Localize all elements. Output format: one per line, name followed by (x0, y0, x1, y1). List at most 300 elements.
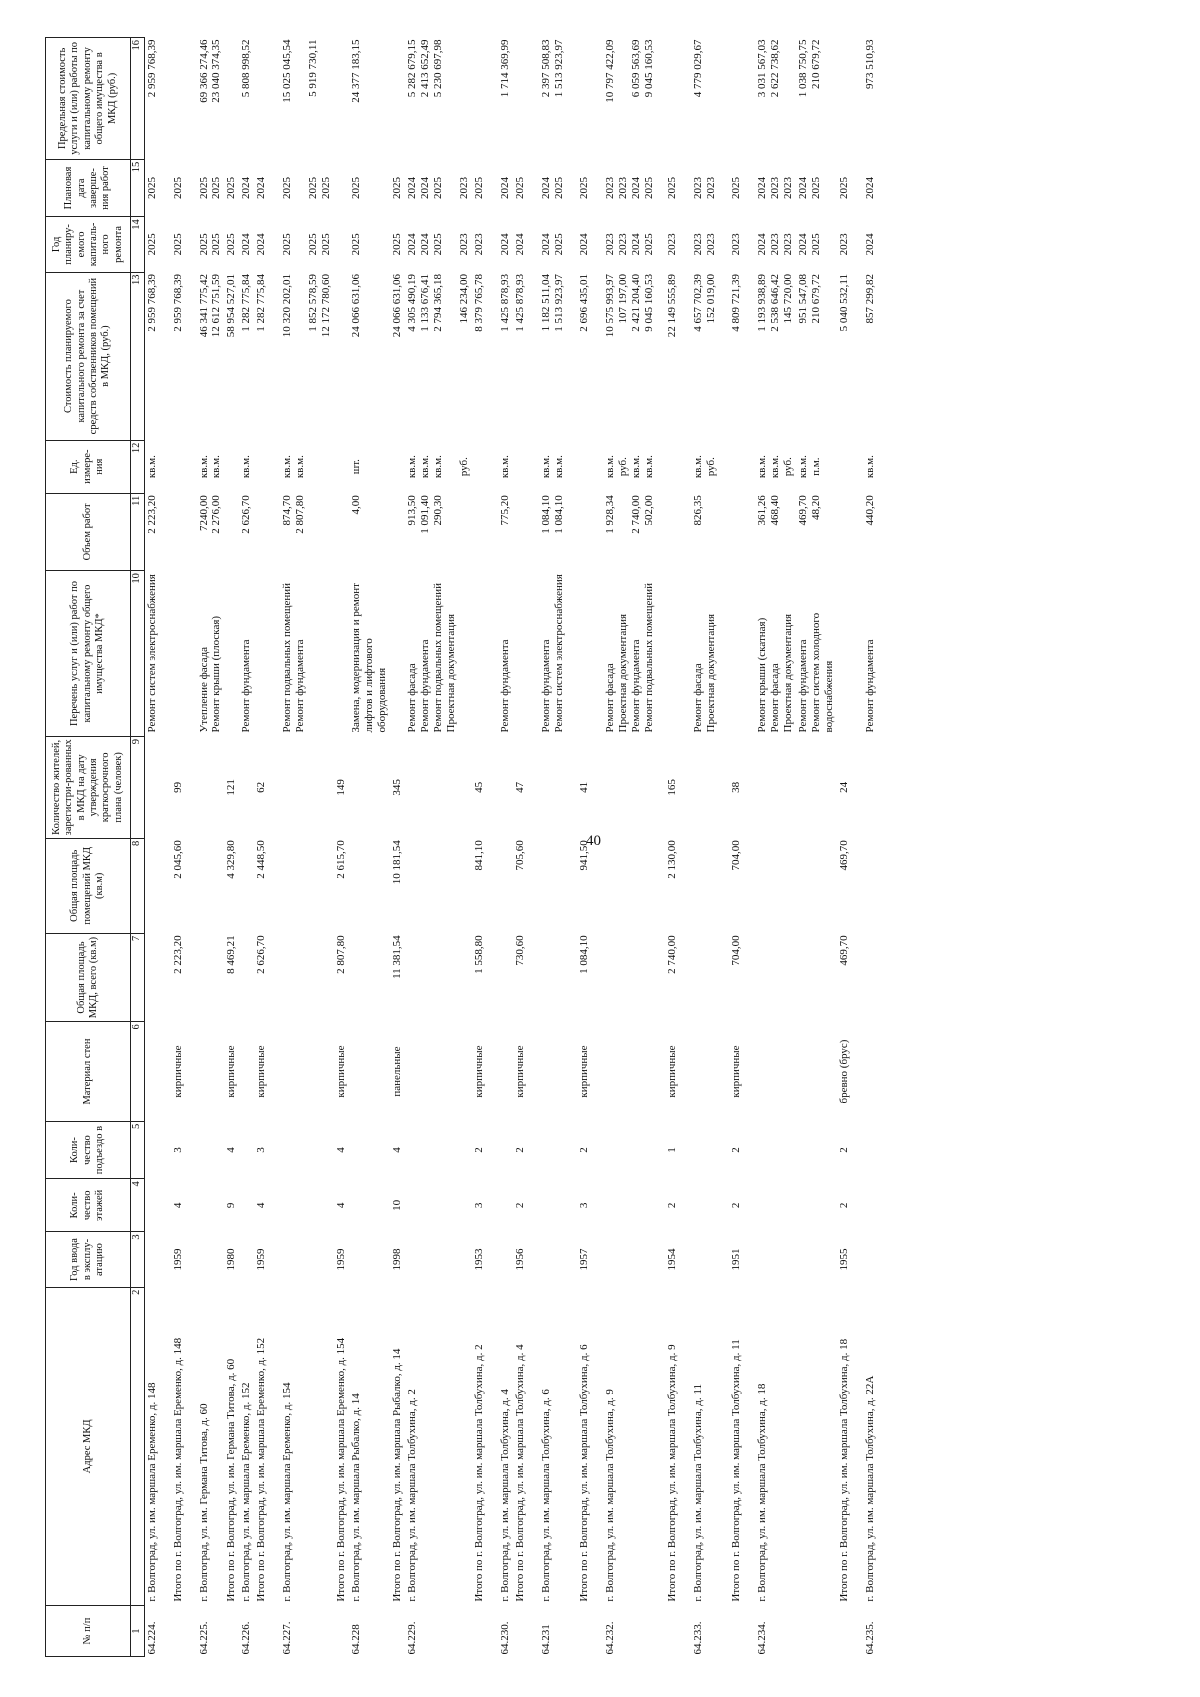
cell-limit-cost: 4 779 029,67 (691, 39, 704, 98)
cell-floors (145, 1179, 171, 1232)
cell-residents: 45 (472, 781, 485, 793)
cell-year-built (498, 1232, 513, 1287)
cell-wall-material (349, 1022, 390, 1122)
cell-residents (603, 736, 665, 838)
cell-entrances (498, 1121, 513, 1179)
cell-repair-year: 2023 2023 (691, 233, 717, 256)
cell-num: 64.235. (863, 1621, 876, 1655)
cell-planned-cost: 2 696 435,01 (577, 274, 590, 332)
cell-work-volume (472, 493, 498, 570)
cell-year-built (197, 1232, 225, 1287)
cell-year-built: 1954 (665, 1248, 678, 1271)
cell-planned-cost: 4 657 702,39 152 019,00 (691, 274, 717, 332)
cell-completion-year: 2024 2023 2023 (755, 177, 794, 200)
cell-num (224, 1606, 239, 1657)
cell-wall-material (539, 1022, 577, 1122)
cell-work-list (171, 571, 197, 737)
cell-premises-area (691, 838, 729, 933)
cell-floors: 9 (225, 1202, 238, 1209)
cell-num (171, 1606, 197, 1657)
table-row (863, 38, 878, 1657)
cell-entrances: 4 (225, 1147, 238, 1153)
cell-wall-material (405, 1022, 472, 1122)
cell-wall-material: кирпичные (255, 1045, 268, 1098)
cell-total-area: 2 626,70 (255, 935, 268, 974)
cell-limit-cost: 973 510,93 (863, 39, 876, 89)
cell-num (472, 1606, 498, 1657)
cell-total-area: 2 807,80 (335, 935, 348, 974)
cell-address: Итого по г. Волгоград, ул. им. маршала Еременко, д. 148 (171, 1337, 184, 1602)
cell-total-area (863, 933, 878, 1021)
column-number-7: 7 (131, 933, 145, 1021)
cell-completion-year: 2024 2025 (539, 177, 565, 200)
column-number-2: 2 (131, 1287, 145, 1605)
cell-limit-cost: 5 808 998,52 (240, 39, 253, 98)
cell-unit: кв.м. (240, 455, 253, 479)
cell-work-list: Ремонт фундамента (498, 639, 511, 733)
cell-address: Итого по г. Волгоград, ул. им. маршала Еременко, д. 154 (335, 1337, 348, 1602)
cell-year-built: 1998 (391, 1248, 404, 1271)
cell-limit-cost: 24 377 183,15 (350, 39, 363, 103)
cell-unit (224, 440, 239, 493)
cell-unit (513, 440, 539, 493)
cell-wall-material (691, 1022, 729, 1122)
cell-total-area (498, 933, 513, 1021)
cell-limit-cost: 2 397 508,83 1 513 923,97 (539, 39, 565, 98)
cell-residents (145, 736, 171, 838)
cell-num (837, 1606, 863, 1657)
cell-wall-material: бревно (брус) (837, 1039, 850, 1104)
cell-completion-year: 2025 (729, 177, 742, 200)
cell-limit-cost (665, 38, 691, 160)
cell-unit: кв.м. (863, 455, 876, 479)
cell-entrances (539, 1121, 577, 1179)
cell-premises-area (539, 838, 577, 933)
cell-premises-area: 2 045,60 (171, 840, 184, 879)
cell-address: г. Волгоград, ул. им. Германа Титова, д. 60 (197, 1403, 210, 1602)
table-row (539, 38, 577, 1657)
cell-floors (755, 1179, 796, 1232)
cell-repair-year: 2025 2025 (197, 233, 223, 256)
cell-unit: кв.м. руб. (691, 455, 717, 479)
cell-year-built (539, 1232, 577, 1287)
cell-year-built: 1956 (513, 1248, 526, 1271)
cell-num (254, 1606, 280, 1657)
column-number-10: 10 (131, 571, 145, 737)
cell-completion-year: 2025 (472, 177, 485, 200)
cell-completion-year: 2025 (577, 177, 590, 200)
cell-entrances (349, 1121, 390, 1179)
column-number-1: 1 (131, 1606, 145, 1657)
cell-limit-cost (577, 38, 603, 160)
cell-num: 64.227. (281, 1621, 294, 1655)
cell-address: Итого по г. Волгоград, ул. им. маршала Толбухина, д. 9 (665, 1344, 678, 1602)
cell-planned-cost: 4 809 721,39 (729, 274, 742, 332)
cell-completion-year: 2025 2025 2025 (281, 177, 333, 200)
cell-unit (254, 440, 280, 493)
total-row (665, 38, 691, 1657)
cell-work-list: Утепление фасада Ремонт крыши (плоская) (197, 615, 223, 733)
cell-residents (349, 736, 390, 838)
cell-work-volume (171, 493, 197, 570)
cell-year-built: 1980 (225, 1248, 238, 1271)
cell-year-built (405, 1232, 472, 1287)
cell-planned-cost: 1 182 511,04 1 513 923,97 (539, 274, 565, 332)
table-row (603, 38, 665, 1657)
cell-unit (390, 440, 405, 493)
cell-address: Итого по г. Волгоград, ул. им. маршала Еременко, д. 152 (255, 1337, 268, 1602)
cell-limit-cost: 1 714 369,99 (498, 39, 511, 98)
total-row (729, 38, 755, 1657)
cell-wall-material: кирпичные (665, 1045, 678, 1098)
cell-work-volume (334, 493, 349, 570)
cell-limit-cost (513, 38, 539, 160)
cell-floors (498, 1179, 513, 1232)
cell-residents (197, 736, 225, 838)
cell-planned-cost: 2 959 768,39 (146, 274, 158, 332)
cell-year-built: 1959 (255, 1248, 268, 1271)
cell-entrances: 1 (665, 1147, 678, 1153)
cell-total-area (796, 933, 837, 1021)
cell-work-list: Ремонт фундамента (240, 639, 253, 733)
cell-work-volume (224, 493, 239, 570)
cell-repair-year: 2024 2025 (539, 233, 565, 256)
cell-limit-cost: 15 025 045,54 5 919 730,11 (281, 39, 320, 103)
cell-work-volume: 1 928,34 2 740,00 502,00 (603, 495, 655, 534)
cell-total-area (280, 933, 334, 1021)
cell-planned-cost: 58 954 527,01 (225, 274, 238, 338)
cell-premises-area: 704,00 (729, 840, 742, 871)
cell-completion-year (334, 159, 349, 217)
cell-year-built: 1953 (472, 1248, 485, 1271)
cell-work-list (390, 571, 405, 737)
cell-total-area: 2 223,20 (171, 935, 184, 974)
cell-entrances: 4 (391, 1147, 404, 1153)
cell-residents: 345 (391, 779, 404, 796)
cell-wall-material (280, 1022, 334, 1122)
cell-residents (755, 736, 796, 838)
cell-work-list (729, 571, 755, 737)
cell-address: Итого по г. Волгоград, ул. им. маршала Толбухина, д. 4 (513, 1344, 526, 1602)
cell-entrances: 3 (171, 1147, 184, 1153)
cell-num: 64.228 (350, 1624, 363, 1655)
header-col-16: Предельная стоимость услуги и (или) работы по капитальному ремонту общего имущества в МКД (руб.) (46, 38, 131, 160)
table-row (405, 38, 472, 1657)
cell-num: 64.232. (603, 1621, 616, 1655)
cell-total-area: 730,60 (513, 935, 526, 966)
cell-num (513, 1606, 539, 1657)
cell-floors: 4 (171, 1202, 184, 1209)
cell-floors: 3 (472, 1202, 485, 1209)
cell-floors (197, 1179, 225, 1232)
cell-wall-material: кирпичные (335, 1045, 348, 1098)
cell-limit-cost (171, 38, 197, 160)
cell-premises-area (197, 838, 225, 933)
cell-wall-material: кирпичные (171, 1045, 184, 1098)
cell-work-volume: 4,00 (350, 495, 363, 515)
header-col-11: Объем работ (46, 493, 131, 570)
cell-residents: 41 (577, 781, 590, 793)
header-col-6: Материал стен (46, 1022, 131, 1122)
cell-total-area (197, 933, 225, 1021)
cell-unit (472, 440, 498, 493)
cell-premises-area (145, 838, 171, 933)
cell-limit-cost: 2 959 768,39 (146, 39, 158, 98)
cell-residents: 149 (335, 779, 348, 796)
cell-completion-year: 2024 (255, 177, 268, 200)
cell-work-list: Ремонт фасада Ремонт фундамента Ремонт подвальных помещений Проектная документация (406, 582, 457, 733)
column-number-14: 14 (131, 217, 145, 272)
cell-num: 64.226. (240, 1621, 253, 1655)
cell-unit (665, 440, 691, 493)
cell-work-list: Ремонт подвальных помещений Ремонт фундамента (281, 582, 307, 733)
cell-floors: 2 (665, 1202, 678, 1209)
cell-wall-material: кирпичные (577, 1045, 590, 1098)
cell-total-area: 8 469,21 (225, 935, 238, 974)
cell-entrances: 2 (577, 1147, 590, 1153)
cell-completion-year: 2023 2023 (691, 177, 717, 200)
cell-unit (334, 440, 349, 493)
cell-residents (691, 736, 729, 838)
cell-floors (405, 1179, 472, 1232)
cell-entrances (239, 1121, 254, 1179)
cell-entrances (145, 1121, 171, 1179)
cell-floors: 10 (391, 1199, 404, 1211)
cell-total-area: 469,70 (837, 935, 850, 966)
cell-floors (603, 1179, 665, 1232)
cell-planned-cost: 1 425 878,93 (513, 274, 526, 332)
cell-address: Итого по г. Волгоград, ул. им. маршала Рыбалко, д. 14 (391, 1348, 404, 1602)
cell-wall-material: кирпичные (729, 1045, 742, 1098)
cell-unit: кв.м. п.м. (796, 455, 822, 479)
cell-repair-year: 2023 (665, 233, 678, 256)
cell-completion-year: 2024 (240, 177, 253, 200)
cell-residents (405, 736, 472, 838)
cell-total-area: 1 084,10 (577, 935, 590, 974)
column-number-11: 11 (131, 493, 145, 570)
cell-residents (280, 736, 334, 838)
cell-year-built: 1951 (729, 1248, 742, 1271)
cell-address: г. Волгоград, ул. им. маршала Толбухина, д. 4 (498, 1389, 511, 1602)
cell-entrances (863, 1121, 878, 1179)
cell-residents: 99 (171, 781, 184, 793)
cell-entrances (796, 1121, 837, 1179)
cell-work-volume (390, 493, 405, 570)
cell-unit (171, 440, 197, 493)
cell-num: 64.225. (197, 1621, 210, 1655)
cell-limit-cost: 1 038 750,75 210 679,72 (796, 39, 822, 98)
cell-repair-year: 2024 2023 2023 (755, 233, 794, 256)
column-number-13: 13 (131, 272, 145, 440)
cell-wall-material: панельные (391, 1046, 404, 1097)
cell-completion-year: 2025 (350, 177, 363, 200)
cell-premises-area: 941,50 (577, 840, 590, 871)
cell-repair-year: 2025 (391, 233, 404, 256)
cell-residents: 121 (225, 779, 238, 796)
cell-planned-cost: 8 379 765,78 (472, 274, 485, 332)
cell-work-list: Ремонт фасада Проектная документация (691, 613, 717, 733)
total-row (334, 38, 349, 1657)
rotated-table-container (45, 37, 1175, 1657)
cell-repair-year: 2025 (146, 233, 158, 256)
cell-limit-cost: 10 797 422,09 6 059 563,69 9 045 160,53 (603, 39, 655, 103)
cell-year-built (145, 1232, 171, 1287)
cell-num (390, 1606, 405, 1657)
cell-address (796, 1287, 837, 1605)
cell-num (796, 1606, 837, 1657)
header-col-7: Общая площадь МКД, всего (кв.м) (46, 933, 131, 1021)
cell-repair-year (334, 217, 349, 272)
cell-residents (863, 736, 878, 838)
cell-entrances: 2 (729, 1147, 742, 1153)
cell-repair-year: 2024 (863, 233, 876, 256)
cell-unit: кв.м. кв.м. (197, 455, 223, 479)
cell-year-built (796, 1232, 837, 1287)
cell-work-volume (254, 493, 280, 570)
cell-residents: 62 (255, 781, 268, 793)
cell-completion-year: 2025 (837, 177, 850, 200)
cell-planned-cost: 1 193 938,89 2 538 646,42 145 720,00 (755, 274, 794, 332)
cell-completion-year: 2024 (863, 177, 876, 200)
column-number-5: 5 (131, 1121, 145, 1179)
total-row (254, 38, 280, 1657)
cell-entrances (197, 1121, 225, 1179)
cell-residents (239, 736, 254, 838)
cell-work-volume: 2 626,70 (240, 495, 253, 534)
cell-limit-cost: 69 366 274,46 23 040 374,35 (197, 39, 223, 103)
cell-entrances (755, 1121, 796, 1179)
cell-repair-year: 2024 (513, 233, 526, 256)
cell-num (665, 1606, 691, 1657)
cell-repair-year: 2025 (171, 233, 184, 256)
cell-wall-material (239, 1022, 254, 1122)
cell-total-area (691, 933, 729, 1021)
cell-completion-year: 2025 (146, 177, 158, 200)
cell-work-list: Ремонт фундамента (863, 639, 876, 733)
cell-total-area: 11 381,54 (391, 935, 404, 979)
header-col-15: Плановая дата заверше-ния работ (46, 159, 131, 217)
cell-limit-cost (334, 38, 349, 160)
cell-entrances: 2 (513, 1147, 526, 1153)
table-row (239, 38, 254, 1657)
cell-premises-area (863, 838, 878, 933)
cell-address: г. Волгоград, ул. им. маршала Толбухина, д. 18 (755, 1383, 768, 1602)
cell-work-list (224, 571, 239, 737)
cell-year-built (280, 1232, 334, 1287)
cell-num (334, 1606, 349, 1657)
cell-repair-year: 2023 (837, 233, 850, 256)
cell-address: г. Волгоград, ул. им. маршала Толбухина, д. 11 (691, 1384, 704, 1602)
cell-num: 64.231 (539, 1624, 552, 1655)
column-number-row (131, 38, 145, 1657)
cell-work-volume: 874,70 2 807,80 (281, 495, 307, 534)
table-row (349, 38, 390, 1657)
cell-address: г. Волгоград, ул. им. маршала Толбухина, д. 9 (603, 1389, 616, 1602)
cell-limit-cost (729, 38, 755, 160)
column-number-6: 6 (131, 1022, 145, 1122)
cell-planned-cost: 951 547,08 210 679,72 (796, 274, 822, 324)
total-row (837, 38, 863, 1657)
cell-year-built (239, 1232, 254, 1287)
cell-wall-material (603, 1022, 665, 1122)
cell-num: 64.230. (498, 1621, 511, 1655)
cell-work-list (334, 571, 349, 737)
cell-address: Итого по г. Волгоград, ул. им. маршала Толбухина, д. 2 (472, 1344, 485, 1602)
table-body (145, 38, 878, 1657)
column-number-8: 8 (131, 838, 145, 933)
cell-entrances (603, 1121, 665, 1179)
cell-address: Итого по г. Волгоград, ул. им. Германа Титова, д. 60 (225, 1358, 238, 1602)
cell-unit: кв.м. (146, 455, 158, 479)
cell-unit: кв.м. кв.м. кв.м. руб. (406, 455, 470, 479)
cell-limit-cost (254, 38, 280, 160)
cell-premises-area: 10 181,54 (391, 840, 404, 885)
cell-planned-cost: 46 341 775,42 12 612 751,59 (197, 274, 223, 338)
cell-work-list (254, 571, 280, 737)
cell-repair-year: 2024 (240, 233, 253, 256)
cell-work-volume: 826,35 (691, 495, 704, 526)
cell-repair-year: 2025 (350, 233, 363, 256)
cell-wall-material (863, 1022, 878, 1122)
header-col-1: № п/п (46, 1606, 131, 1657)
cell-planned-cost: 1 282 775,84 (240, 274, 253, 332)
table-row (691, 38, 729, 1657)
cell-planned-cost: 5 040 532,11 (837, 274, 850, 332)
cell-total-area (239, 933, 254, 1021)
cell-repair-year: 2024 (255, 233, 268, 256)
column-number-12: 12 (131, 440, 145, 493)
cell-limit-cost: 5 282 679,15 2 413 652,49 5 230 697,98 (406, 39, 445, 98)
header-col-10: Перечень услуг и (или) работ по капитальному ремонту общего имущества МКД* (46, 571, 131, 737)
cell-work-list: Ремонт фундамента Ремонт систем холодного водоснабжения (796, 612, 835, 733)
cell-completion-year: 2025 (391, 177, 404, 200)
cell-total-area (603, 933, 665, 1021)
cell-address: г. Волгоград, ул. им. маршала Толбухина, д. 6 (539, 1389, 552, 1602)
cell-year-built: 1959 (171, 1248, 184, 1271)
page-number: 40 (586, 833, 601, 849)
cell-address: г. Волгоград, ул. им. маршала Еременко, д. 148 (146, 1382, 158, 1602)
cell-completion-year: 2025 (171, 177, 184, 200)
total-row (513, 38, 539, 1657)
cell-wall-material: кирпичные (513, 1045, 526, 1098)
cell-work-volume (665, 493, 691, 570)
cell-year-built (691, 1232, 729, 1287)
total-row (390, 38, 405, 1657)
total-row (472, 38, 498, 1657)
cell-address: г. Волгоград, ул. им. маршала Еременко, д. 152 (240, 1382, 253, 1602)
cell-residents (498, 736, 513, 838)
cell-work-list (837, 571, 863, 737)
cell-completion-year: 2024 2024 2025 2023 (406, 177, 470, 200)
cell-planned-cost: 10 320 202,01 1 852 578,59 12 172 780,60 (281, 274, 333, 338)
cell-num: 64.224. (146, 1621, 158, 1655)
header-col-12: Ед. измере-ния (46, 440, 131, 493)
cell-residents (539, 736, 577, 838)
cell-planned-cost: 4 305 490,19 1 133 676,41 2 794 365,18 146 234,00 (406, 274, 470, 332)
cell-address: Итого по г. Волгоград, ул. им. маршала Толбухина, д. 18 (837, 1338, 850, 1602)
column-number-16: 16 (131, 38, 145, 160)
cell-premises-area: 2 615,70 (335, 840, 348, 879)
header-col-5: Коли-чество подъездо в (46, 1121, 131, 1179)
cell-entrances (280, 1121, 334, 1179)
cell-work-volume (729, 493, 755, 570)
cell-repair-year: 2024 2025 (796, 233, 822, 256)
cell-limit-cost: 3 031 567,03 2 622 738,62 (755, 39, 781, 98)
cell-work-volume (513, 493, 539, 570)
header-col-4: Коли-чество этажей (46, 1179, 131, 1232)
cell-repair-year: 2024 (498, 233, 511, 256)
cell-wall-material: кирпичные (472, 1045, 485, 1098)
